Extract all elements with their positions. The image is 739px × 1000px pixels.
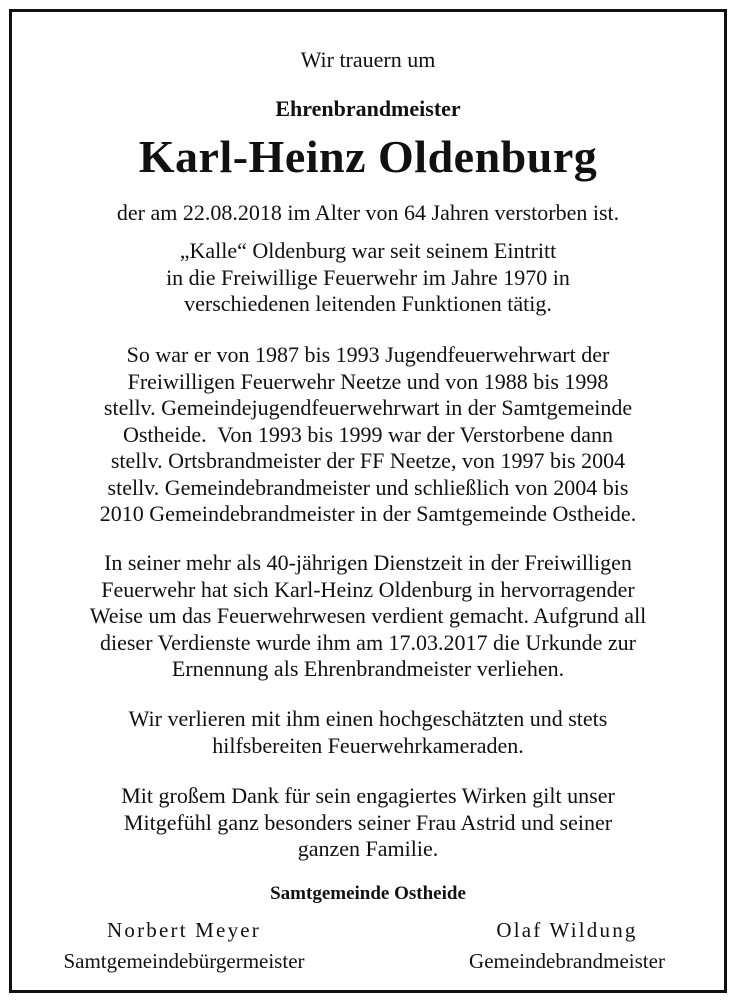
text-line: stellv. Gemeindejugendfeuerwehrwart in der Samtgemeinde <box>103 395 633 420</box>
intro-line: Wir trauern um <box>300 47 436 72</box>
text-line: Weise um das Feuerwehrwesen verdient gemacht. Aufgrund all <box>89 603 647 628</box>
text-line: Mitgefühl ganz besonders seiner Frau Astrid und seiner <box>123 809 613 835</box>
text-line: in die Freiwillige Feuerwehr im Jahre 1970 in <box>166 264 570 290</box>
paragraph-merits <box>12 550 724 683</box>
signatory-name: Olaf Wildung <box>496 918 638 942</box>
text-line: dieser Verdienste wurde ihm am 17.03.2017 die Urkunde zur <box>99 629 636 655</box>
signatory-title: Gemeindebrandmeister <box>469 949 665 973</box>
text-line: stellv. Gemeindebrandmeister und schließlich von 2004 bis <box>107 474 629 500</box>
deceased-name: Karl-Heinz Oldenburg <box>138 131 598 182</box>
text-line: Mit großem Dank für sein engagiertes Wirken gilt unser <box>121 783 615 808</box>
notice-border <box>9 9 727 993</box>
paragraph-membership <box>12 238 724 318</box>
organization-name: Samtgemeinde Ostheide <box>270 883 466 904</box>
text-line: ganzen Familie. <box>297 836 439 861</box>
death-date-line: der am 22.08.2018 im Alter von 64 Jahren verstorben ist. <box>116 200 620 225</box>
signatory-title: Samtgemeindebürgermeister <box>63 949 305 973</box>
text-line: Freiwilligen Feuerwehr Neetze und von 1988 bis 1998 <box>127 368 609 394</box>
honorary-rank: Ehrenbrandmeister <box>275 96 461 121</box>
text-line: So war er von 1987 bis 1993 Jugendfeuerwehrwart der <box>126 342 610 367</box>
paragraph-condolence <box>12 783 724 863</box>
paragraph-loss <box>12 706 724 759</box>
text-line: In seiner mehr als 40-jährigen Dienstzeit in der Freiwilligen <box>104 550 632 575</box>
text-line: stellv. Ortsbrandmeister der FF Neetze, von 1997 bis 2004 <box>110 448 626 473</box>
text-line: verschiedenen leitenden Funktionen tätig. <box>184 291 552 316</box>
signatory-right <box>432 918 702 974</box>
paragraph-career <box>12 342 724 528</box>
signatory-name: Norbert Meyer <box>107 918 261 942</box>
text-line: Feuerwehr hat sich Karl-Heinz Oldenburg in hervorragender <box>101 576 635 602</box>
text-line: Wir verlieren mit ihm einen hochgeschätzten und stets <box>128 706 608 731</box>
text-line: Ostheide. Von 1993 bis 1999 war der Verstorbene dann <box>122 421 614 447</box>
text-line: 2010 Gemeindebrandmeister in der Samtgemeinde Ostheide. <box>99 501 637 526</box>
obituary-notice <box>12 12 724 990</box>
signatory-left <box>34 918 334 974</box>
text-line: „Kalle“ Oldenburg war seit seinem Eintritt <box>179 238 557 263</box>
text-line: Ernennung als Ehrenbrandmeister verliehen. <box>171 656 565 681</box>
text-line: hilfsbereiten Feuerwehrkameraden. <box>212 732 524 758</box>
